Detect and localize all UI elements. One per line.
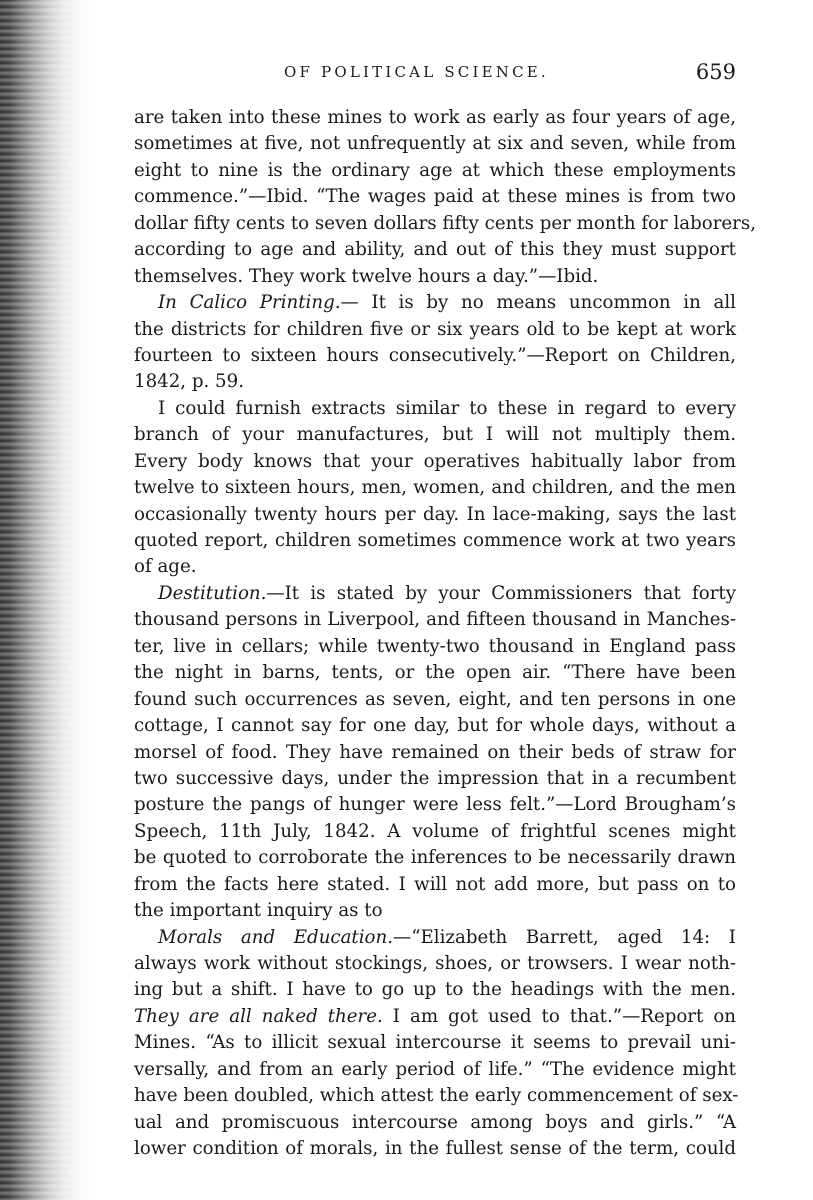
text-line: the important inquiry as to <box>134 900 383 922</box>
text-line: always work without stockings, shoes, or trowsers. I wear noth- <box>134 953 736 974</box>
text-line: branch of your manufactures, but I will not multiply them. <box>134 424 736 446</box>
text-line: eight to nine is the ordinary age at which these employments <box>134 159 736 181</box>
text-line: themselves. They work twelve hours a day.”—Ibid. <box>134 265 599 287</box>
text-line: according to age and ability, and out of this they must support <box>134 239 736 261</box>
text-line: —It is stated by your Commissioners that forty <box>266 582 736 604</box>
section-heading-destitution: Destitution. <box>158 582 267 604</box>
italic-emphasis: They are all naked there. <box>134 1005 383 1027</box>
text-line: posture the pangs of hunger were less felt.”—Lord Brougham’s <box>134 794 736 816</box>
text-line: thousand persons in Liverpool, and fifteen thousand in Manches- <box>134 609 736 631</box>
running-head: OF POLITICAL SCIENCE. <box>284 63 549 81</box>
text-line: twelve to sixteen hours, men, women, and children, and the men <box>134 477 736 499</box>
text-line: Mines. “As to illicit sexual intercourse it seems to prevail uni- <box>134 1032 736 1054</box>
text-line: cottage, I cannot say for one day, but for whole days, without a <box>134 715 736 737</box>
text-line: the districts for children five or six years old to be kept at work <box>134 318 736 340</box>
text-line: occasionally twenty hours per day. In lace-making, says the last <box>134 503 736 525</box>
text-line: dollar fifty cents to seven dollars fifty cents per month for laborers, <box>134 212 756 234</box>
text-line: Every body knows that your operatives habitually labor from <box>134 450 736 472</box>
text-line: quoted report, children sometimes commence work at two years <box>134 530 736 551</box>
text-line: I am got used to that.”—Report on <box>382 1005 737 1027</box>
text-line: ing but a shift. I have to go up to the headings with the men. <box>134 979 736 1001</box>
text-line: are taken into these mines to work as early as four years of age, <box>134 107 736 128</box>
text-line: two successive days, under the impression that in a recumbent <box>134 767 736 789</box>
text-line: have been doubled, which attest the early commencement of sex- <box>134 1085 739 1107</box>
text-line: 1842, p. 59. <box>134 371 244 393</box>
text-line: sometimes at five, not unfrequently at six and seven, while from <box>134 133 736 155</box>
text-line: commence.”—Ibid. “The wages paid at these mines is from two <box>134 186 736 208</box>
text-line: — It is by no means uncommon in all <box>340 292 736 314</box>
paragraph-morals-education <box>134 925 736 951</box>
paragraph-destitution <box>134 581 736 607</box>
text-line: the night in barns, tents, or the open air. “There have been <box>134 662 736 684</box>
text-line: —“Elizabeth Barrett, aged 14: I <box>393 926 736 948</box>
text-line: ual and promiscuous intercourse among boys and girls.” “A <box>134 1111 736 1133</box>
text-line: from the facts here stated. I will not add more, but pass on to <box>134 873 736 895</box>
page-number: 659 <box>695 60 736 84</box>
text-line: ter, live in cellars; while twenty-two thousand in England pass <box>134 635 736 657</box>
book-binding-shadow <box>0 0 95 1200</box>
page-header <box>134 60 736 90</box>
text-line: of age. <box>134 556 197 578</box>
text-line: be quoted to corroborate the inferences to be necessarily drawn <box>134 847 736 869</box>
body-text <box>134 105 756 1163</box>
text-line: morsel of food. They have remained on their beds of straw for <box>134 741 736 763</box>
text-line: versally, and from an early period of life.” “The evidence might <box>134 1058 736 1080</box>
emphasis-line <box>134 1004 736 1030</box>
paragraph-calico-printing <box>134 290 736 316</box>
text-line: fourteen to sixteen hours consecutively.”—Report on Children, <box>134 344 736 366</box>
text-line: Speech, 11th July, 1842. A volume of frightful scenes might <box>134 820 736 842</box>
text-line: lower condition of morals, in the fullest sense of the term, could <box>134 1138 736 1160</box>
section-heading-morals-education: Morals and Education. <box>158 926 394 948</box>
text-line: I could furnish extracts similar to these in regard to every <box>158 397 736 419</box>
section-heading-calico-printing: In Calico Printing. <box>158 292 341 314</box>
text-line: found such occurrences as seven, eight, and ten persons in one <box>134 688 736 710</box>
